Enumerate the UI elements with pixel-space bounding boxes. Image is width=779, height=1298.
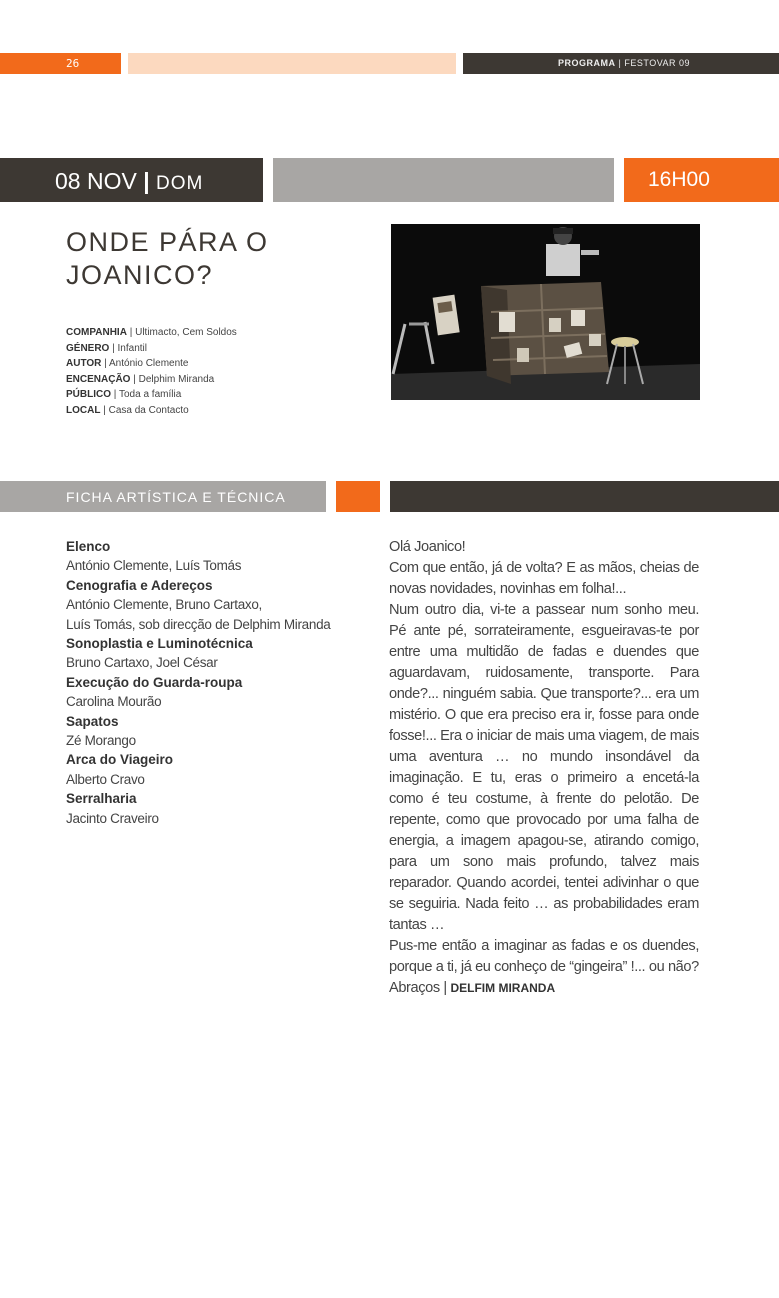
signoff-text: Abraços [389, 980, 440, 996]
info-key: COMPANHIA [66, 327, 127, 338]
running-header-festival: FESTOVAR 09 [624, 58, 691, 68]
section-bar-dark [390, 481, 779, 512]
credit-role: Serralharia [66, 791, 137, 807]
info-row [66, 403, 237, 419]
signature: DELFIM MIRANDA [450, 981, 556, 995]
event-title-line-1: ONDE PÁRA O [66, 227, 269, 257]
running-header-section: PROGRAMA [558, 58, 616, 68]
header-accent-bar [128, 53, 456, 74]
credit-role: Sonoplastia e Luminotécnica [66, 636, 253, 652]
body-paragraph: Com que então, já de volta? E as mãos, cheias de novas novidades, novinhas em folha!... [389, 560, 699, 597]
info-key: PÚBLICO [66, 389, 111, 400]
info-row [66, 387, 237, 403]
credit-names: Bruno Cartaxo, Joel César [66, 655, 218, 671]
article-body [389, 537, 699, 999]
credit-role: Execução do Guarda-roupa [66, 674, 243, 690]
info-separator: | [129, 327, 133, 338]
info-key: AUTOR [66, 358, 102, 369]
info-separator: | [104, 358, 107, 369]
running-header [463, 53, 779, 74]
event-info-list [66, 325, 237, 418]
date-bar-spacer [273, 158, 614, 202]
section-title: FICHA ARTÍSTICA E TÉCNICA [0, 481, 326, 512]
credit-role: Sapatos [66, 713, 119, 729]
credit-names: Carolina Mourão [66, 694, 162, 710]
event-title [66, 226, 366, 292]
info-key: ENCENAÇÃO [66, 373, 131, 385]
info-row [66, 341, 237, 357]
event-photo [391, 224, 700, 400]
event-date-day: 08 NOV [55, 168, 137, 194]
info-key: GÉNERO [66, 342, 110, 354]
event-time: 16H00 [624, 158, 779, 202]
credit-names: Luís Tomás, sob direcção de Delphim Miranda [66, 616, 331, 632]
info-separator: | [113, 389, 117, 400]
info-key: LOCAL [66, 404, 101, 416]
event-weekday: DOM [156, 173, 204, 194]
body-paragraph: Pus-me então a imaginar as fadas e os duendes, porque a ti, já eu conheço de “gingeira” !... ou não? [389, 938, 699, 975]
credit-names: Jacinto Craveiro [66, 810, 159, 826]
info-value: Toda a família [119, 389, 182, 400]
info-value: Ultimacto, Cem Soldos [135, 327, 237, 338]
info-value: Casa da Contacto [108, 404, 189, 416]
body-paragraph: Olá Joanico! [389, 539, 466, 555]
running-header-separator: | [618, 58, 622, 68]
info-separator: | [133, 373, 136, 385]
stage-photo-illustration [391, 224, 700, 400]
credit-role: Cenografia e Adereços [66, 577, 213, 593]
section-bar-accent [336, 481, 380, 512]
info-value: António Clemente [109, 358, 189, 369]
event-date [0, 158, 263, 202]
body-paragraph: Num outro dia, vi-te a passear num sonho meu. Pé ante pé, sorrateiramente, esgueiravas-te por entre uma multidão de fadas e duendes que aguardavam, ruidosamente, transporte. Para onde?... ninguém sabia. Que transporte?... era um mistério. O que era preciso era ir, fosse para onde fosse!... Era o iniciar de mais uma viagem, de mais uma aventura … no mundo insondável da imaginação. E tu, eras o primeiro a encetá-la como é teu costume, à frente do pelotão. De repente, como que provocado por uma falha de energia, a imagem apagou-se, atirando comigo, para um sono mais profundo, talvez mais reparador. Quando acordei, tentei adivinhar o que se seguiria. Nada feito … as probabilidades eram tantas … [389, 602, 699, 933]
info-separator: | [103, 404, 106, 416]
event-date-separator: | [143, 168, 150, 194]
info-separator: | [112, 342, 115, 354]
credit-names: António Clemente, Luís Tomás [66, 558, 242, 574]
page-number: 26 [0, 53, 121, 74]
info-row [66, 325, 237, 341]
info-value: Delphim Miranda [138, 373, 215, 385]
credit-role: Elenco [66, 539, 111, 554]
event-title-line-2: JOANICO? [66, 260, 214, 290]
info-row [66, 372, 237, 388]
signoff-separator: | [443, 980, 447, 996]
credit-names: Alberto Cravo [66, 771, 145, 787]
info-value: Infantil [117, 342, 147, 354]
credit-role: Arca do Viageiro [66, 752, 174, 768]
credits-list [66, 537, 366, 828]
info-row [66, 356, 237, 372]
credit-names: António Clemente, Bruno Cartaxo, [66, 597, 263, 613]
body-signoff [389, 978, 699, 999]
credit-names: Zé Morango [66, 733, 136, 749]
